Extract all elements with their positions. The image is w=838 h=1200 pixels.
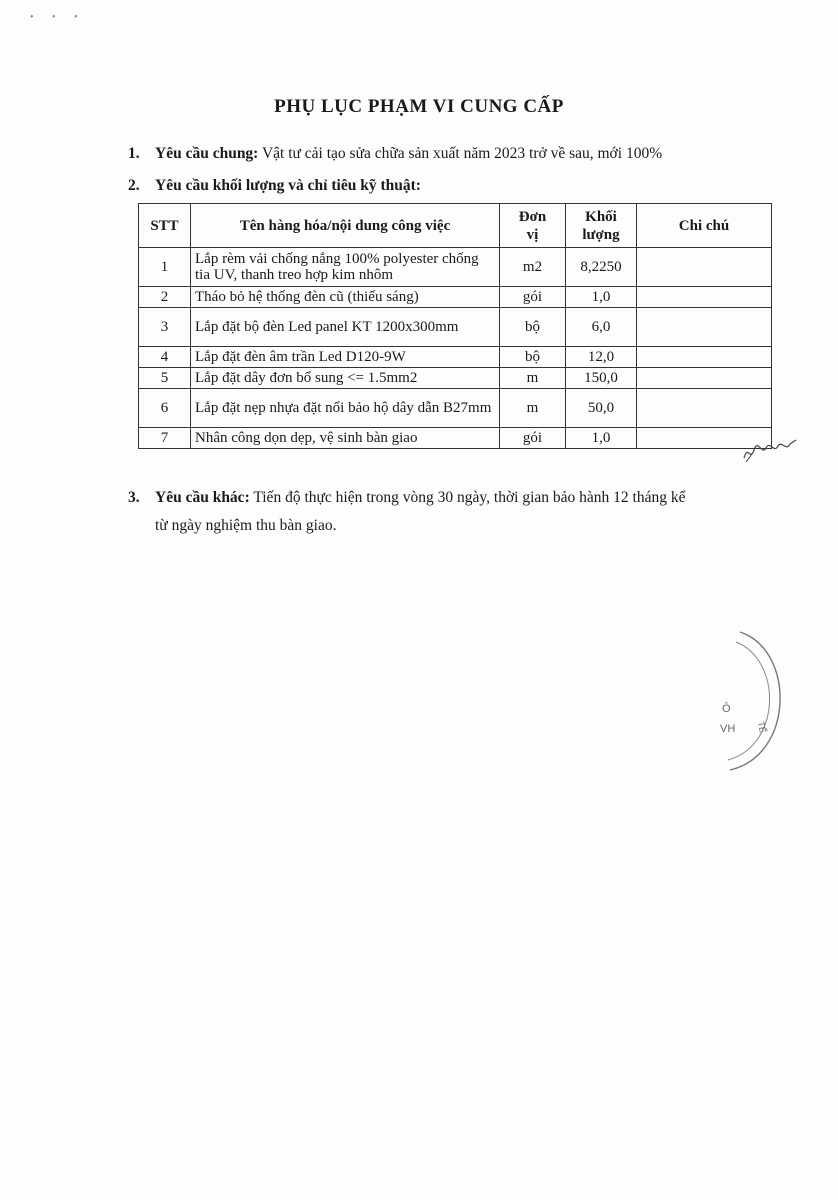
- table-row: [139, 368, 772, 389]
- requirement-volume: [128, 177, 421, 195]
- cell-stt: 6: [139, 389, 191, 428]
- cell-qty: 6,0: [566, 308, 637, 347]
- cell-stt: 2: [139, 287, 191, 308]
- requirement-text: Vật tư cải tạo sửa chữa sản xuất năm 2023 trở về sau, mới 100%: [258, 145, 663, 162]
- cell-name: Lắp đặt đèn âm trần Led D120-9W: [191, 347, 500, 368]
- cell-stt: 7: [139, 428, 191, 449]
- initials-signature: [740, 432, 800, 471]
- header-qty: [566, 204, 637, 248]
- seal-icon: [700, 620, 830, 780]
- table-row: [139, 389, 772, 428]
- cell-note: [637, 368, 772, 389]
- cell-note: [637, 347, 772, 368]
- table-row: [139, 308, 772, 347]
- cell-qty: 150,0: [566, 368, 637, 389]
- cell-unit: bộ: [500, 308, 566, 347]
- cell-note: [637, 308, 772, 347]
- scan-artifact: • • •: [30, 12, 86, 23]
- cell-name: Lắp đặt nẹp nhựa đặt nổi bảo hộ dây dẫn B27mm: [191, 389, 500, 428]
- requirement-number: 3.: [128, 489, 140, 506]
- cell-stt: 3: [139, 308, 191, 347]
- header-unit-line2: vị: [526, 226, 539, 243]
- cell-name: Nhân công dọn dẹp, vệ sinh bàn giao: [191, 428, 500, 449]
- requirement-text-continued: từ ngày nghiệm thu bàn giao.: [155, 517, 337, 534]
- header-unit: [500, 204, 566, 248]
- requirement-text: Tiến độ thực hiện trong vòng 30 ngày, thời gian bảo hành 12 tháng kể: [249, 489, 686, 506]
- requirement-general: [128, 145, 662, 163]
- cell-note: [637, 287, 772, 308]
- header-qty-line2: lượng: [582, 226, 620, 243]
- cell-unit: m: [500, 368, 566, 389]
- spec-table: [138, 203, 772, 449]
- table-row: [139, 248, 772, 287]
- requirement-number: 1.: [128, 145, 140, 162]
- cell-qty: 12,0: [566, 347, 637, 368]
- cell-qty: 50,0: [566, 389, 637, 428]
- header-qty-line1: Khối: [585, 208, 617, 225]
- table-row: [139, 428, 772, 449]
- cell-unit: gói: [500, 287, 566, 308]
- cell-name: Lắp đặt dây đơn bổ sung <= 1.5mm2: [191, 368, 500, 389]
- cell-name: Tháo bỏ hệ thống đèn cũ (thiếu sáng): [191, 287, 500, 308]
- cell-stt: 5: [139, 368, 191, 389]
- cell-qty: 1,0: [566, 428, 637, 449]
- cell-note: [637, 248, 772, 287]
- cell-unit: bộ: [500, 347, 566, 368]
- cell-qty: 8,2250: [566, 248, 637, 287]
- header-stt: STT: [139, 204, 191, 248]
- requirement-label: Yêu cầu chung:: [155, 145, 259, 162]
- table-header-row: [139, 204, 772, 248]
- table-row: [139, 347, 772, 368]
- header-unit-line1: Đơn: [518, 208, 547, 225]
- signature-scribble-icon: [740, 432, 800, 466]
- cell-stt: 4: [139, 347, 191, 368]
- cell-unit: m: [500, 389, 566, 428]
- page-title: PHỤ LỤC PHẠM VI CUNG CẤP: [274, 96, 564, 117]
- seal-fragment: VH: [720, 723, 736, 735]
- cell-qty: 1,0: [566, 287, 637, 308]
- cell-stt: 1: [139, 248, 191, 287]
- requirement-label: Yêu cầu khối lượng và chỉ tiêu kỹ thuật:: [155, 177, 421, 194]
- requirement-other: [128, 489, 686, 507]
- cell-unit: gói: [500, 428, 566, 449]
- requirement-label: Yêu cầu khác:: [155, 489, 250, 506]
- cell-name: Lắp rèm vải chống nắng 100% polyester chống tia UV, thanh treo hợp kim nhôm: [191, 248, 500, 287]
- header-name: Tên hàng hóa/nội dung công việc: [191, 204, 500, 248]
- table-row: [139, 287, 772, 308]
- requirement-number: 2.: [128, 177, 140, 194]
- cell-note: [637, 389, 772, 428]
- partial-seal-stamp: [700, 620, 830, 785]
- header-note: Chi chú: [637, 204, 772, 248]
- seal-fragment: TẾ: [756, 720, 768, 734]
- seal-fragment: Ô: [722, 703, 731, 715]
- cell-name: Lắp đặt bộ đèn Led panel KT 1200x300mm: [191, 308, 500, 347]
- cell-unit: m2: [500, 248, 566, 287]
